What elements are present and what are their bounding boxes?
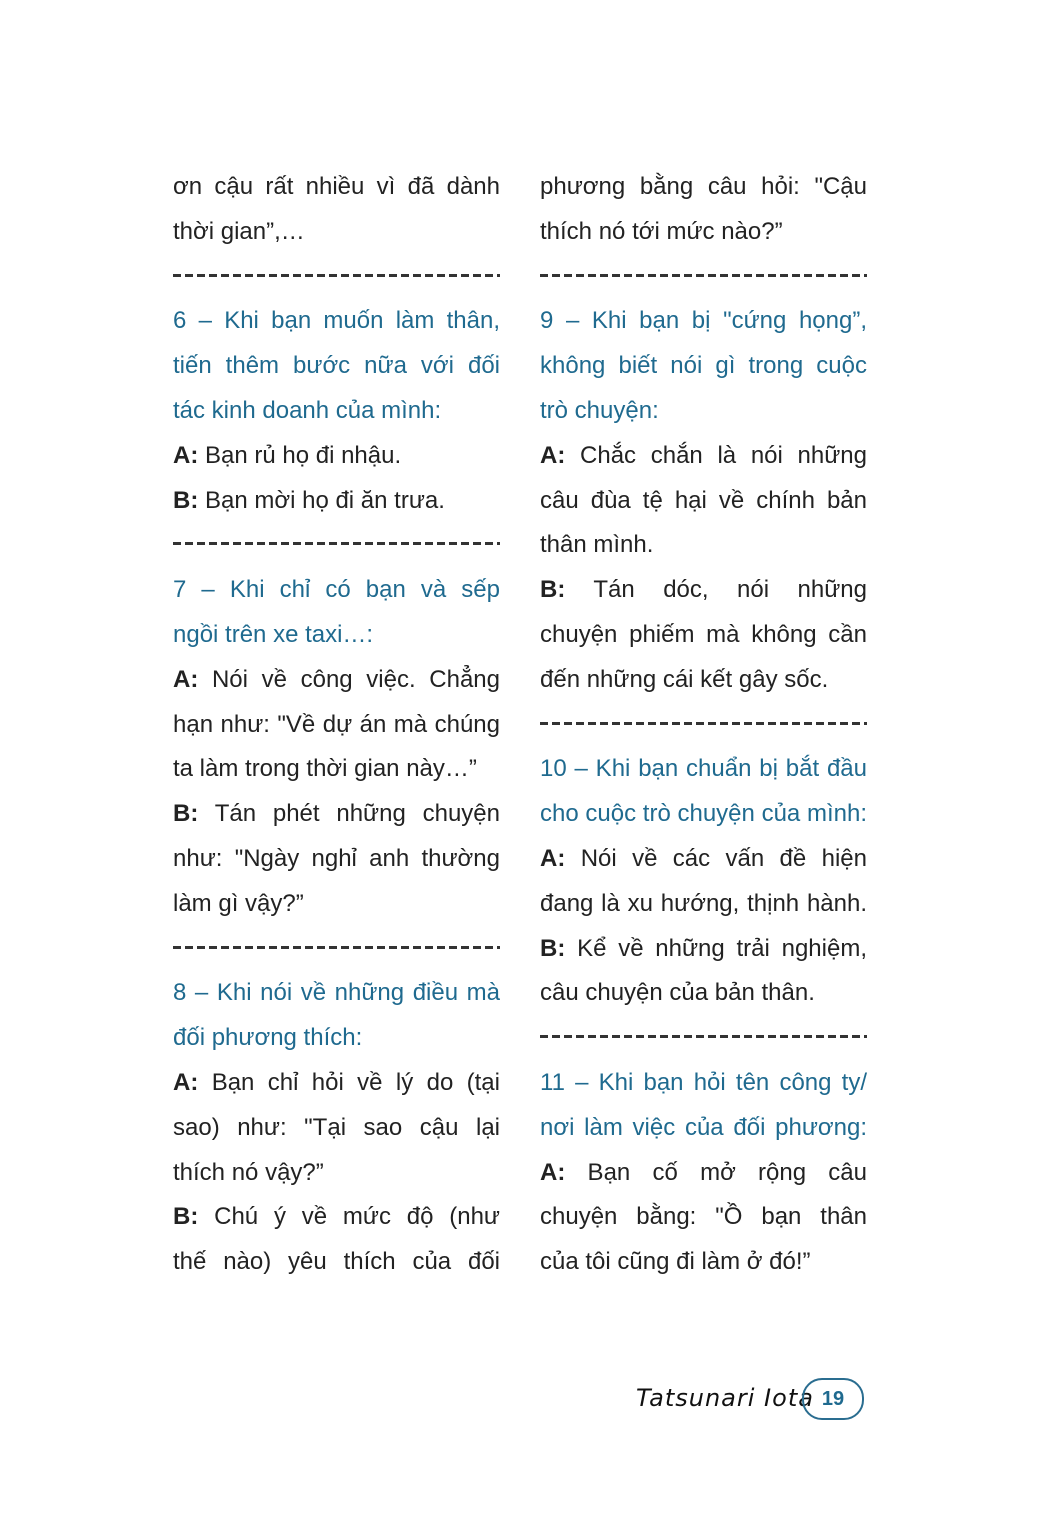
question-line: 8 – Khi nói về những điều mà [173,979,500,1007]
option-label: B: [540,934,566,962]
answer-line [173,479,500,524]
option-label: A: [173,665,199,693]
text-line: câu chuyện của bản thân. [540,979,815,1007]
text-line: chuyện phiếm mà không cần [540,620,867,648]
answer-line [540,927,867,972]
answer-line [173,434,500,479]
question-line: cho cuộc trò chuyện của mình: [540,800,867,828]
question-line: ngồi trên xe taxi…: [173,620,374,648]
question-line: không biết nói gì trong cuộc [540,352,867,380]
left-column [173,165,500,1285]
answer-line [540,434,867,479]
text-line: thân mình. [540,531,654,559]
section-divider [173,255,500,300]
section-divider [540,255,867,300]
page-number-badge [802,1378,864,1420]
text-line: thời gian”,… [173,217,305,245]
section-divider [540,703,867,748]
answer-line [173,658,500,703]
option-label: A: [540,441,566,469]
option-text: Bạn chỉ hỏi về lý do (tại [198,1068,500,1096]
answer-line [540,568,867,613]
question-line: 11 – Khi bạn hỏi tên công ty/ [540,1068,867,1096]
answer-line [173,792,500,837]
text-line: ta làm trong thời gian này…” [173,755,477,783]
option-text: Bạn rủ họ đi nhậu. [198,441,402,469]
text-line: thích nó tới mức nào?” [540,217,783,245]
question-line: nơi làm việc của đối phương: [540,1113,867,1141]
section-divider [540,1016,867,1061]
text-line: như: "Ngày nghỉ anh thường [173,844,500,872]
option-text: Kể về những trải nghiệm, [565,934,867,962]
answer-line [173,1195,500,1240]
question-line: 7 – Khi chỉ có bạn và sếp [173,576,500,604]
section-divider [173,927,500,972]
answer-line [540,1151,867,1196]
option-text: Chú ý về mức độ (như [198,1203,500,1231]
text-line: hạn như: "Về dự án mà chúng [173,710,500,738]
text-line: sao) như: "Tại sao cậu lại [173,1113,500,1141]
option-text: Nói về các vấn đề hiện [565,844,867,872]
option-label: A: [540,844,566,872]
question-line: tiến thêm bước nữa với đối [173,352,500,380]
option-text: Tán phét những chuyện [198,800,500,828]
question-line: 9 – Khi bạn bị "cứng họng”, [540,307,867,335]
text-line: đang là xu hướng, thịnh hành. [540,889,867,917]
page-number: 19 [821,1387,845,1410]
question-line: trò chuyện: [540,396,659,424]
text-line: thế nào) yêu thích của đối [173,1248,500,1276]
question-line: 10 – Khi bạn chuẩn bị bắt đầu [540,755,867,783]
text-line: đến những cái kết gây sốc. [540,665,829,693]
text-line: phương bằng câu hỏi: "Cậu [540,173,867,200]
option-label: A: [540,1158,566,1186]
text-line: thích nó vậy?” [173,1158,324,1186]
option-label: A: [173,441,199,469]
text-line: chuyện bằng: "Ồ bạn thân [540,1203,867,1231]
option-label: B: [173,800,199,828]
question-line: đối phương thích: [173,1024,363,1052]
option-text: Bạn mời họ đi ăn trưa. [198,486,445,514]
option-text: Nói về công việc. Chẳng [198,665,500,693]
question-line: 6 – Khi bạn muốn làm thân, [173,307,500,335]
right-column [540,165,867,1285]
option-label: A: [173,1068,199,1096]
footer-author: Tatsunari Iota [636,1384,814,1412]
text-line: của tôi cũng đi làm ở đó!” [540,1248,811,1276]
option-text: Tán dóc, nói những [565,576,867,604]
text-line: làm gì vậy?” [173,889,304,917]
text-line: câu đùa tệ hại về chính bản [540,486,867,514]
option-text: Chắc chắn là nói những [565,441,867,469]
question-line: tác kinh doanh của mình: [173,396,442,424]
option-label: B: [173,486,199,514]
option-text: Bạn cố mở rộng câu [565,1158,867,1186]
text-line: ơn cậu rất nhiều vì đã dành [173,173,500,200]
option-label: B: [173,1203,199,1231]
answer-line [540,837,867,882]
section-divider [173,523,500,568]
option-label: B: [540,576,566,604]
answer-line [173,1061,500,1106]
